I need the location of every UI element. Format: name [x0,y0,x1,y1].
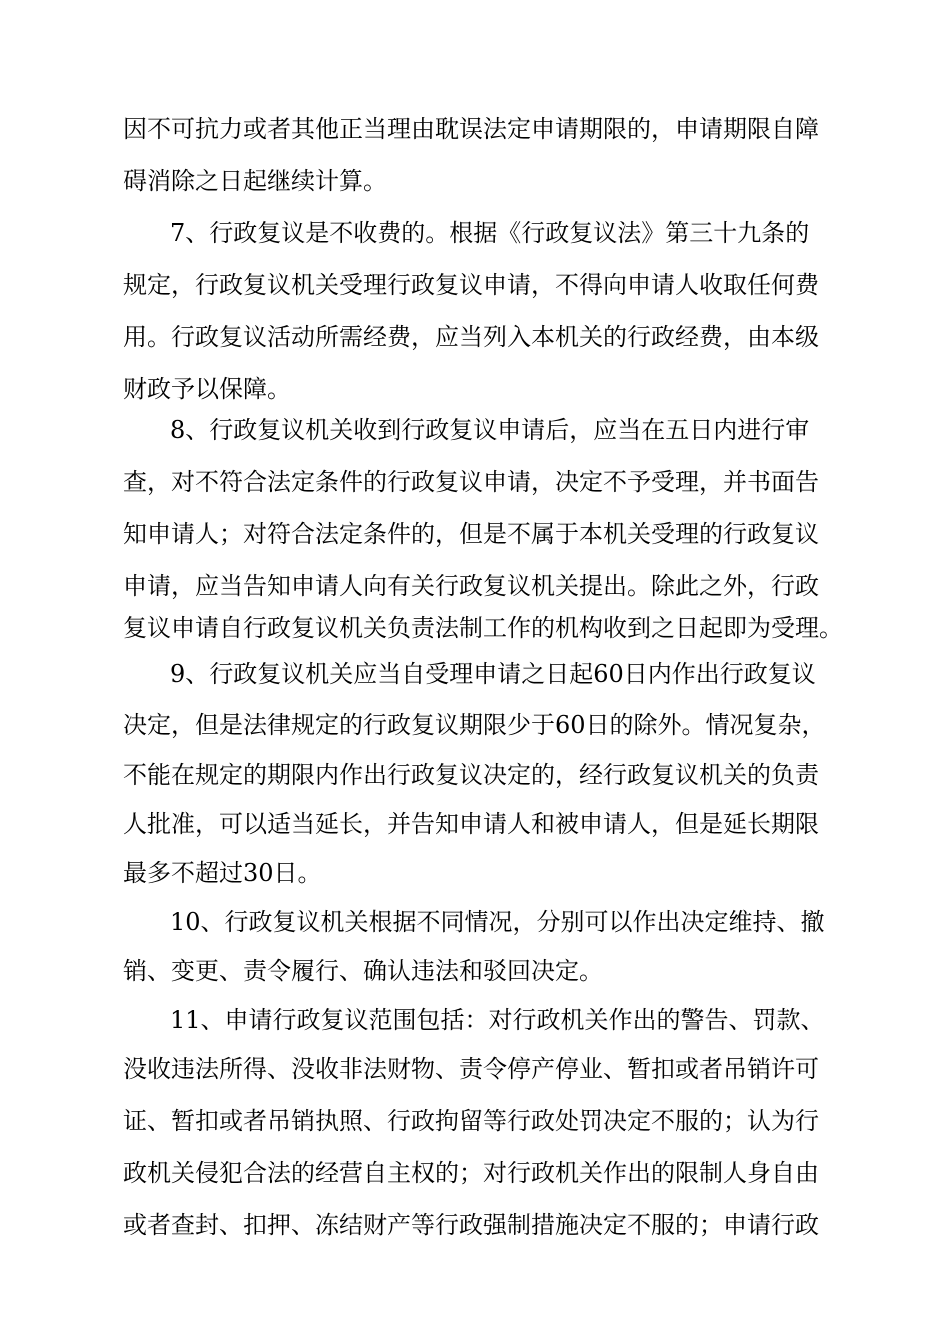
text-line [0,1147,950,1199]
text-line-content: 最多不超过30日。 [123,859,322,887]
text-line-content: 申请，应当告知申请人向有关行政复议机关提出。除此之外，行政 [123,572,819,600]
text-line [0,945,950,997]
text-line-content: 没收违法所得、没收非法财物、责令停产停业、暂扣或者吊销许可 [123,1055,819,1083]
text-line [0,1095,950,1147]
text-line [0,155,950,207]
text-line-content: 销、变更、责令履行、确认违法和驳回决定。 [123,957,603,985]
text-line-content: 证、暂扣或者吊销执照、行政拘留等行政处罚决定不服的；认为行 [123,1107,819,1135]
text-line-content: 复议申请自行政复议机关负责法制工作的机构收到之日起即为受理。 [123,614,843,642]
paragraph-9-start [0,648,950,700]
text-line [0,1199,950,1251]
text-line-content: 人批准，可以适当延长，并告知申请人和被申请人，但是延长期限 [123,810,819,838]
text-line [0,847,950,899]
text-line-content: 查，对不符合法定条件的行政复议申请，决定不予受理，并书面告 [123,468,819,496]
text-line-content: 政机关侵犯合法的经营自主权的；对行政机关作出的限制人身自由 [123,1159,819,1187]
text-line-content: 规定，行政复议机关受理行政复议申请，不得向申请人收取任何费 [123,271,819,299]
paragraph-11-start [0,994,950,1046]
text-line [0,602,950,654]
text-line-content: 财政予以保障。 [123,375,291,403]
text-line-content: 知申请人；对符合法定条件的，但是不属于本机关受理的行政复议 [123,520,819,548]
text-line [0,456,950,508]
text-line [0,699,950,751]
text-line-content: 或者查封、扣押、冻结财产等行政强制措施决定不服的；申请行政 [123,1211,819,1239]
text-line [0,749,950,801]
text-line-content: 碍消除之日起继续计算。 [123,167,387,195]
paragraph-10-start [0,896,950,948]
text-line [0,103,950,155]
text-line-content: 因不可抗力或者其他正当理由耽误法定申请期限的，申请期限自障 [123,115,819,143]
text-line-content: 决定，但是法律规定的行政复议期限少于60日的除外。情况复杂， [123,711,826,739]
text-line [0,798,950,850]
text-line [0,259,950,311]
paragraph-8-start [0,404,950,456]
text-line-content: 10、行政复议机关根据不同情况，分别可以作出决定维持、撤 [170,908,825,936]
paragraph-7-start [0,207,950,259]
text-line [0,311,950,363]
text-line-content: 不能在规定的期限内作出行政复议决定的，经行政复议机关的负责 [123,761,819,789]
text-line-content: 8、行政复议机关收到行政复议申请后，应当在五日内进行审 [170,416,810,444]
text-line [0,1043,950,1095]
text-line-content: 9、行政复议机关应当自受理申请之日起60日内作出行政复议 [170,660,816,688]
text-line-content: 用。行政复议活动所需经费，应当列入本机关的行政经费，由本级 [123,323,819,351]
text-line [0,508,950,560]
text-line-content: 7、行政复议是不收费的。根据《行政复议法》第三十九条的 [170,219,810,247]
text-line-content: 11、申请行政复议范围包括：对行政机关作出的警告、罚款、 [170,1006,825,1034]
